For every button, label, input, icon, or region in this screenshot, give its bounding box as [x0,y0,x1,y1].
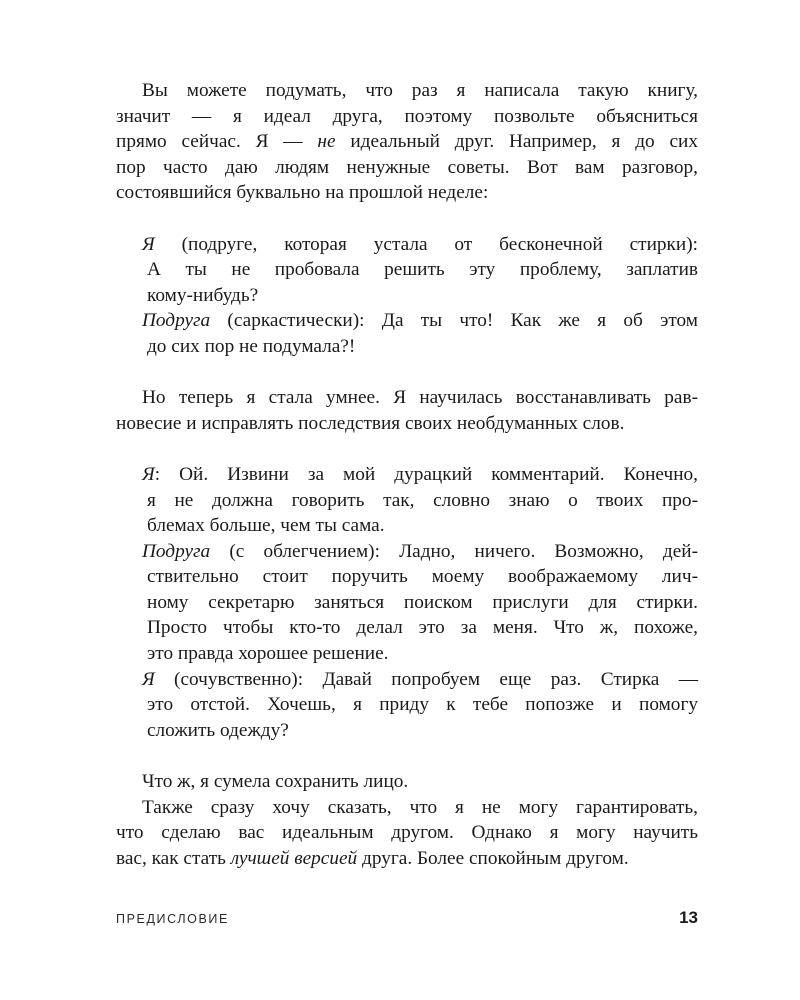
dialog-entry [116,539,698,667]
page-number: 13 [679,908,698,927]
text-line: я не должна говорить так, словно знаю о твоих про- [147,489,698,511]
dialog-entry [116,232,698,309]
text-line: состоявшийся буквально на прошлой неделе: [116,182,489,204]
text-line: это отстой. Хочешь, я приду к тебе попозже и помогу [147,694,698,716]
text-line: сложить одежду? [147,719,289,741]
paragraph-save-face [116,769,698,795]
emphasis: лучшей версией [230,847,358,869]
dialog-entry [116,308,698,359]
text-line: Я (подруге, которая устала от бесконечной стирки): [142,233,698,255]
speaker-name: Я [142,668,155,690]
text-line: вас, как стать лучшей версией друга. Более спокойным другом. [116,847,629,869]
paragraph-now [116,385,698,436]
text-line: новесие и исправлять последствия своих необдуманных слов. [116,412,625,434]
text-line: Подруга (саркастически): Да ты что! Как же я об этом [142,310,698,332]
text-line: ствительно стоит поручить моему воображаемому лич- [147,566,698,588]
text-line: Подруга (с облегчением): Ладно, ничего. Возможно, дей- [142,540,698,562]
text-line: до сих пор не подумала?! [147,335,356,357]
text-line: блемах больше, чем ты сама. [147,515,385,537]
speaker-name: Я [142,233,155,255]
emphasis: не [317,131,336,153]
text-line: Также сразу хочу сказать, что я не могу гарантировать, [142,796,698,818]
page-footer [116,908,698,932]
text-line: это правда хорошее решение. [147,643,389,665]
text-line: Что ж, я сумела сохранить лицо. [142,771,409,793]
text-line: А ты не пробовала решить эту проблему, заплатив [147,259,698,281]
dialog-entry [116,462,698,539]
text-line: кому-нибудь? [147,284,259,306]
speaker-name: Я [142,463,155,485]
text-line: пор часто даю людям ненужные советы. Вот вам разговор, [116,156,698,178]
dialog-entry [116,667,698,744]
text-line: что сделаю вас идеальным другом. Однако я могу научить [116,822,698,844]
speaker-name: Подруга [142,310,211,332]
paragraph-closing [116,795,698,872]
text-line: Вы можете подумать, что раз я написала такую книгу, [142,80,698,101]
text-line: прямо сейчас. Я — не идеальный друг. Например, я до сих [116,131,698,153]
speaker-name: Подруга [142,540,211,562]
text-line: ному секретарю заняться поиском прислуги для стирки. [147,591,698,613]
text-line: Я (сочувственно): Давай попробуем еще раз. Стирка — [142,668,698,690]
text-line: значит — я идеал друга, поэтому позвольте объясниться [116,105,698,127]
text-line: Но теперь я стала умнее. Я научилась восстанавливать рав- [142,387,698,409]
paragraph-intro [116,78,698,206]
section-title: ПРЕДИСЛОВИЕ [116,912,229,926]
text-line: Я: Ой. Извини за мой дурацкий комментарий. Конечно, [142,463,698,485]
text-line: Просто чтобы кто-то делал это за меня. Что ж, похоже, [147,617,698,639]
page-body [116,78,698,871]
